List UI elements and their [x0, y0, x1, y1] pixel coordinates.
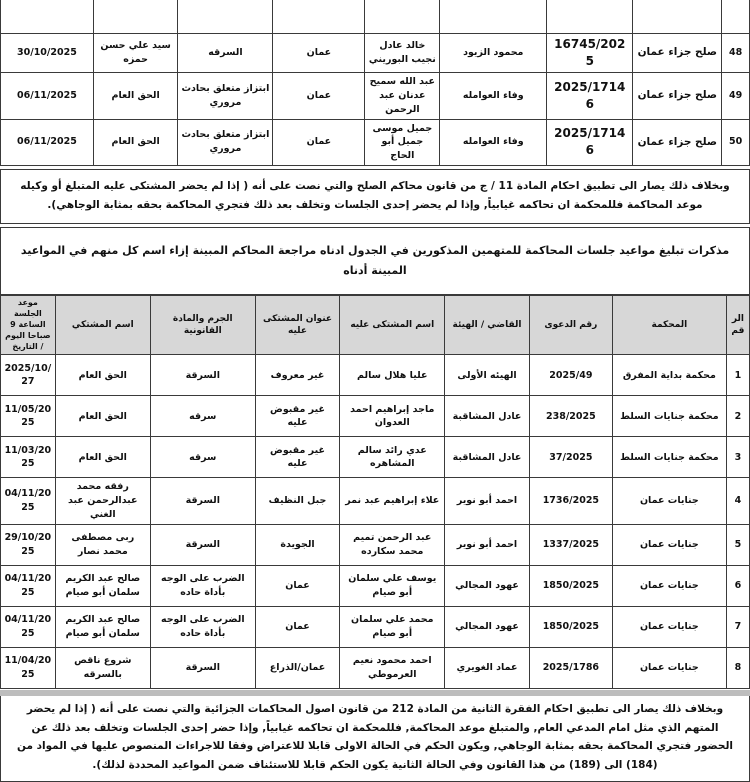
- table-row: [1, 524, 750, 565]
- header-case-number: رقم الدعوى: [529, 296, 612, 355]
- cell-num: 7: [726, 606, 749, 647]
- cell-judge: عادل المشاقبة: [445, 396, 530, 437]
- cell-defendant: عبد الرحمن تميم محمد سكارده: [340, 524, 445, 565]
- cell-num: 4: [726, 478, 749, 524]
- table-row: [1, 355, 750, 396]
- cell-num: 1: [726, 355, 749, 396]
- cell-defendant: ماجد إبراهيم احمد العدوان: [340, 396, 445, 437]
- cell-address: جبل النظيف: [255, 478, 340, 524]
- cell-date: 11/05/2025: [1, 396, 56, 437]
- cell-court: جنايات عمان: [612, 565, 726, 606]
- scan-edge-strip: [0, 690, 750, 696]
- cell-court: صلح جزاء عمان: [633, 119, 722, 165]
- cropped-row-sliver: [1, 0, 750, 33]
- cell-num: 3: [726, 437, 749, 478]
- main-table-header: [1, 296, 750, 355]
- criminal-procedure-legal-note: وبخلاف ذلك يصار الى تطبيق احكام الفقرة الثانية من المادة 212 من قانون اصول المحاكمات الجزائية والتي نصت على أنه ( إذا لم يحضر المتهم الذي مثل امام المدعي العام, والمتبلغ موعد المحاكمة, فللمحكمة ان تحاكمه غيابياً, وإذا حضر إحدى الجلسات وتخلف بعد ذلك عن الحضور فتجري المحاكمة بحقه بمثابة الوجاهي, ويكون الحكم في الحالة الاولى قابلا للاعتراض وفقا للاجراءات المنصوص عليها في المواد من (184) الى (189) من هذا القانون وفي الحالة الثانية يكون الحكم قابلا للاستئناف ضمن المواعيد المحددة لذلك).: [0, 693, 750, 782]
- cell-complainant: الحق العام: [93, 119, 178, 165]
- cell-complainant: الحق العام: [55, 437, 150, 478]
- cell-court: صلح جزاء عمان: [633, 73, 722, 119]
- cell-defendant: عليا هلال سالم: [340, 355, 445, 396]
- cell-crime: السرقة: [150, 524, 255, 565]
- cell-judge: عماد الغويري: [445, 647, 530, 688]
- cell-num: 5: [726, 524, 749, 565]
- cell-date: 2025/10/27: [1, 355, 56, 396]
- cell-defendant: عبد الله سميح عدنان عبد الرحمن: [365, 73, 440, 119]
- cell-case: 16745/2025: [547, 33, 633, 73]
- table-row: [1, 437, 750, 478]
- cell-defendant: جميل موسى جميل أبو الحاج: [365, 119, 440, 165]
- cell-complainant: الحق العام: [55, 396, 150, 437]
- cell-num: 48: [722, 33, 750, 73]
- cell-judge: عهود المجالي: [445, 565, 530, 606]
- cell-num: 2: [726, 396, 749, 437]
- cell-complainant: صالح عبد الكريم سلمان أبو صيام: [55, 565, 150, 606]
- cell-num: 6: [726, 565, 749, 606]
- cell-judge: عهود المجالي: [445, 606, 530, 647]
- cell-crime: السرقه: [178, 33, 273, 73]
- table-row: [1, 33, 750, 73]
- cell-court: جنايات عمان: [612, 647, 726, 688]
- cell-judge: وفاء العوامله: [440, 119, 547, 165]
- cell-num: 8: [726, 647, 749, 688]
- cell-case: 1337/2025: [529, 524, 612, 565]
- cell-court: جنايات عمان: [612, 524, 726, 565]
- cell-date: 30/10/2025: [1, 33, 94, 73]
- cell-crime: السرقة: [150, 355, 255, 396]
- cell-address: الجويدة: [255, 524, 340, 565]
- cell-court: صلح جزاء عمان: [633, 33, 722, 73]
- cell-num: 50: [722, 119, 750, 165]
- header-defendant-address: عنوان المشتكى عليه: [255, 296, 340, 355]
- cell-court: محكمة جنايات السلط: [612, 437, 726, 478]
- section-title: مذكرات تبليغ مواعيد جلسات المحاكمة للمتهمين المذكورين في الجدول ادناه مراجعة المحاكم المبينة إزاء اسم كل منهم في المواعيد المبينة أدناه: [0, 227, 750, 296]
- header-court: المحكمة: [612, 296, 726, 355]
- cell-judge: وفاء العوامله: [440, 73, 547, 119]
- cell-address: غير مقبوض عليه: [255, 437, 340, 478]
- cell-case: 1850/2025: [529, 565, 612, 606]
- cell-judge: عادل المشاقبة: [445, 437, 530, 478]
- cell-court: جنايات عمان: [612, 478, 726, 524]
- magistrate-courts-legal-note: وبخلاف ذلك يصار الى تطبيق احكام المادة 11 / ج من قانون محاكم الصلح والتي نصت على أنه ( إذا لم يحضر المشتكى عليه المتبلغ أو وكيله موعد المحاكمة فللمحكمة ان تحاكمه غيابياً, وإذا لم يحضر إحدى الجلسات وتخلف بعد ذلك فتجري المحاكمة بحقه بمثابة الوجاهي).: [0, 169, 750, 224]
- cell-defendant: خالد عادل نجيب البوريني: [365, 33, 440, 73]
- cell-address: عمان: [255, 606, 340, 647]
- cell-date: 11/03/2025: [1, 437, 56, 478]
- cell-case: 2025/1786: [529, 647, 612, 688]
- cell-address: عمان: [273, 73, 365, 119]
- header-crime: الجرم والمادة القانونية: [150, 296, 255, 355]
- cell-judge: احمد أبو نوير: [445, 524, 530, 565]
- cell-complainant: ربى مصطفى محمد نصار: [55, 524, 150, 565]
- cell-case: 2025/17146: [547, 119, 633, 165]
- cell-crime: الضرب على الوجه بأداة حاده: [150, 606, 255, 647]
- cell-date: 04/11/2025: [1, 565, 56, 606]
- cell-crime: سرقه: [150, 437, 255, 478]
- cell-crime: ابتزاز متعلق بحادث مروري: [178, 119, 273, 165]
- header-number: الرقم: [726, 296, 749, 355]
- cell-court: محكمة بداية المفرق: [612, 355, 726, 396]
- cell-case: 37/2025: [529, 437, 612, 478]
- cell-complainant: رفقه محمد عبدالرحمن عبد الغني: [55, 478, 150, 524]
- cell-address: غير معروف: [255, 355, 340, 396]
- cell-judge: احمد أبو نوير: [445, 478, 530, 524]
- cell-date: 06/11/2025: [1, 119, 94, 165]
- cell-judge: الهيئه الأولى: [445, 355, 530, 396]
- cell-date: 11/04/2025: [1, 647, 56, 688]
- cell-judge: محمود الزيود: [440, 33, 547, 73]
- cell-address: عمان: [273, 119, 365, 165]
- table-row: [1, 73, 750, 119]
- cell-defendant: علاء إبراهيم عبد نمر: [340, 478, 445, 524]
- cell-crime: سرقه: [150, 396, 255, 437]
- header-session-date: موعد الجلسة الساعة 9 صباحا اليوم / التاريخ: [1, 296, 56, 355]
- cell-case: 1850/2025: [529, 606, 612, 647]
- cell-crime: الضرب على الوجه بأداة حاده: [150, 565, 255, 606]
- cell-complainant: صالح عبد الكريم سلمان أبو صيام: [55, 606, 150, 647]
- summons-table-continued: [0, 0, 750, 166]
- cell-complainant: الحق العام: [55, 355, 150, 396]
- table-row: [1, 565, 750, 606]
- cell-num: 49: [722, 73, 750, 119]
- cell-defendant: يوسف علي سلمان أبو صيام: [340, 565, 445, 606]
- summons-table-main: [0, 295, 750, 688]
- header-judge: القاضي / الهيئة: [445, 296, 530, 355]
- cell-address: عمان: [255, 565, 340, 606]
- table-row: [1, 119, 750, 165]
- cell-date: 04/11/2025: [1, 478, 56, 524]
- table-row: [1, 396, 750, 437]
- cell-crime: ابتزاز متعلق بحادث مروري: [178, 73, 273, 119]
- cell-date: 29/10/2025: [1, 524, 56, 565]
- cell-date: 06/11/2025: [1, 73, 94, 119]
- cell-address: غير مقبوض عليه: [255, 396, 340, 437]
- cell-case: 2025/49: [529, 355, 612, 396]
- table-row: [1, 647, 750, 688]
- header-defendant-name: اسم المشتكى عليه: [340, 296, 445, 355]
- cell-crime: السرقة: [150, 478, 255, 524]
- cell-date: 04/11/2025: [1, 606, 56, 647]
- cell-case: 1736/2025: [529, 478, 612, 524]
- cell-case: 2025/17146: [547, 73, 633, 119]
- cell-defendant: احمد محمود نعيم العرموطي: [340, 647, 445, 688]
- cell-complainant: الحق العام: [93, 73, 178, 119]
- cell-case: 238/2025: [529, 396, 612, 437]
- cell-court: محكمة جنايات السلط: [612, 396, 726, 437]
- cell-address: عمان/الذراع: [255, 647, 340, 688]
- cell-complainant: سيد علي حسن حمزه: [93, 33, 178, 73]
- cell-complainant: شروع ناقص بالسرقه: [55, 647, 150, 688]
- cell-defendant: محمد علي سلمان أبو صيام: [340, 606, 445, 647]
- cell-defendant: عدي رائد سالم المشاهره: [340, 437, 445, 478]
- table-row: [1, 606, 750, 647]
- cell-court: جنايات عمان: [612, 606, 726, 647]
- table-row: [1, 478, 750, 524]
- cell-address: عمان: [273, 33, 365, 73]
- cell-crime: السرقة: [150, 647, 255, 688]
- header-complainant-name: اسم المشتكي: [55, 296, 150, 355]
